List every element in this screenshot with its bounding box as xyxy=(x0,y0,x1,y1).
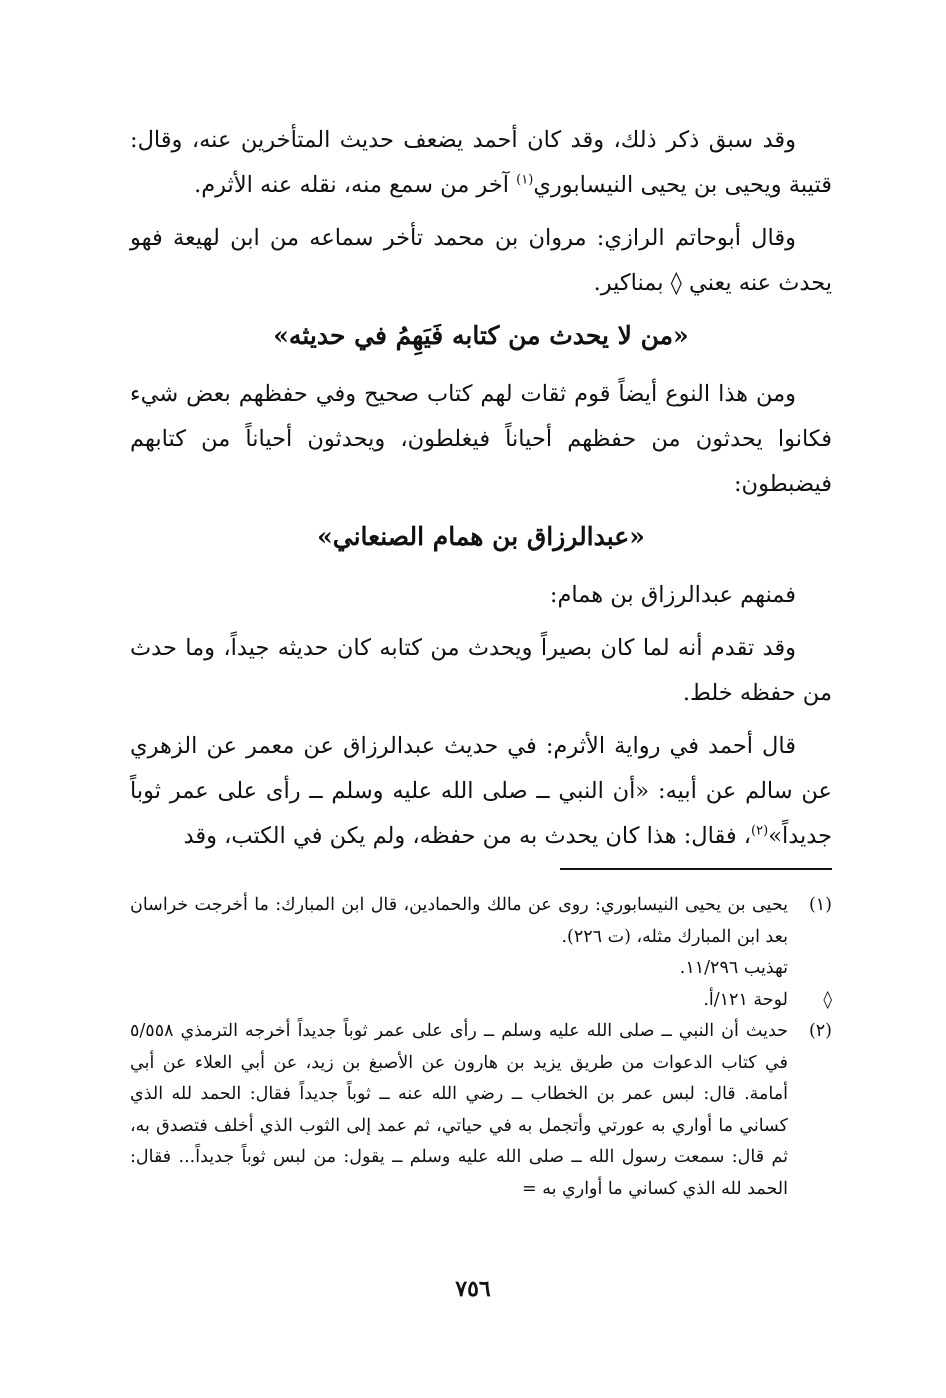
section-heading-1: «من لا يحدث من كتابه فَيَهِمُ في حديثه» xyxy=(273,321,689,350)
footnote-1-source: تهذيب ١١/٢٩٦. xyxy=(679,958,788,978)
paragraph-6 xyxy=(130,724,832,859)
paragraph-1-text: وقد سبق ذكر ذلك، وقد كان أحمد يضعف حديث المتأخرين عنه، وقال: قتيبة ويحيى بن يحيى النيسابوري xyxy=(130,127,832,198)
paragraph-5: وقد تقدم أنه لما كان بصيراً ويحدث من كتابه كان حديثه جيداً، وما حدث من حفظه خلط. xyxy=(130,635,832,706)
manuscript-folio-text: لوحة ١٢١/أ. xyxy=(703,989,788,1010)
footnote-2-text: حديث أن النبي ــ صلى الله عليه وسلم ــ رأى على عمر ثوباً جديداً أخرجه الترمذي ٥/٥٥٨ في كتاب الدعوات من طريق يزيد بن هارون عن الأصبغ بن زيد، عن أبي العلاء عن أبي أمامة. قال: لبس عمر بن الخطاب ــ رضي الله عنه ــ ثوباً جديداً فقال: الحمد لله الذي كساني ما أواري به عورتي وأتجمل به في حياتي، ثم عمد إلى الثوب الذي أخلف فتصدق به، ثم قال: سمعت رسول الله ــ صلى الله عليه وسلم ــ يقول: من لبس ثوباً جديداً... فقال: الحمد لله الذي كساني ما أواري به = xyxy=(130,1021,788,1199)
footnote-marker-note xyxy=(130,985,832,1017)
footnote-2 xyxy=(130,1016,832,1205)
paragraph-1-end: آخر من سمع منه، نقله عنه الأثرم. xyxy=(194,172,517,198)
paragraph-6-text: قال أحمد في رواية الأثرم: في حديث عبدالرزاق عن معمر عن الزهري عن سالم عن أبيه: «أن النبي ــ صلى الله عليه وسلم ــ رأى على عمر ثوباً جديداً» xyxy=(130,733,832,849)
main-text xyxy=(130,118,832,867)
footnote-1-text: يحيى بن يحيى النيسابوري: روى عن مالك والحمادين، قال ابن المبارك: ما أخرجت خراسان بعد ابن المبارك مثله، (ت ٢٢٦). xyxy=(130,895,788,947)
paragraph-4: فمنهم عبدالرزاق بن همام: xyxy=(549,582,796,608)
footnotes xyxy=(130,890,832,1205)
page-number: ٧٥٦ xyxy=(455,1276,491,1302)
paragraph-1 xyxy=(130,118,832,208)
section-heading-2: «عبدالرزاق بن همام الصنعاني» xyxy=(317,522,645,551)
manuscript-marker-icon: ◊ xyxy=(823,989,832,1010)
footnote-ref-2: (٢) xyxy=(751,823,769,839)
footnote-ref-1: (١) xyxy=(516,172,534,188)
paragraph-3: ومن هذا النوع أيضاً قوم ثقات لهم كتاب صحيح وفي حفظهم بعض شيء فكانوا يحدثون من حفظهم أحياناً فيغلطون، ويحدثون أحياناً من كتابهم فيضبطون: xyxy=(130,381,832,497)
footnote-divider xyxy=(560,868,832,870)
paragraph-6-end: ، فقال: هذا كان يحدث به من حفظه، ولم يكن في الكتب، وقد xyxy=(183,823,752,849)
footnote-1 xyxy=(130,890,832,953)
footnote-2-number: (٢) xyxy=(808,1021,832,1041)
paragraph-2: وقال أبوحاتم الرازي: مروان بن محمد تأخر سماعه من ابن لهيعة فهو يحدث عنه يعني ◊ بمناكير. xyxy=(130,225,832,296)
footnote-1-number: (١) xyxy=(808,895,832,915)
